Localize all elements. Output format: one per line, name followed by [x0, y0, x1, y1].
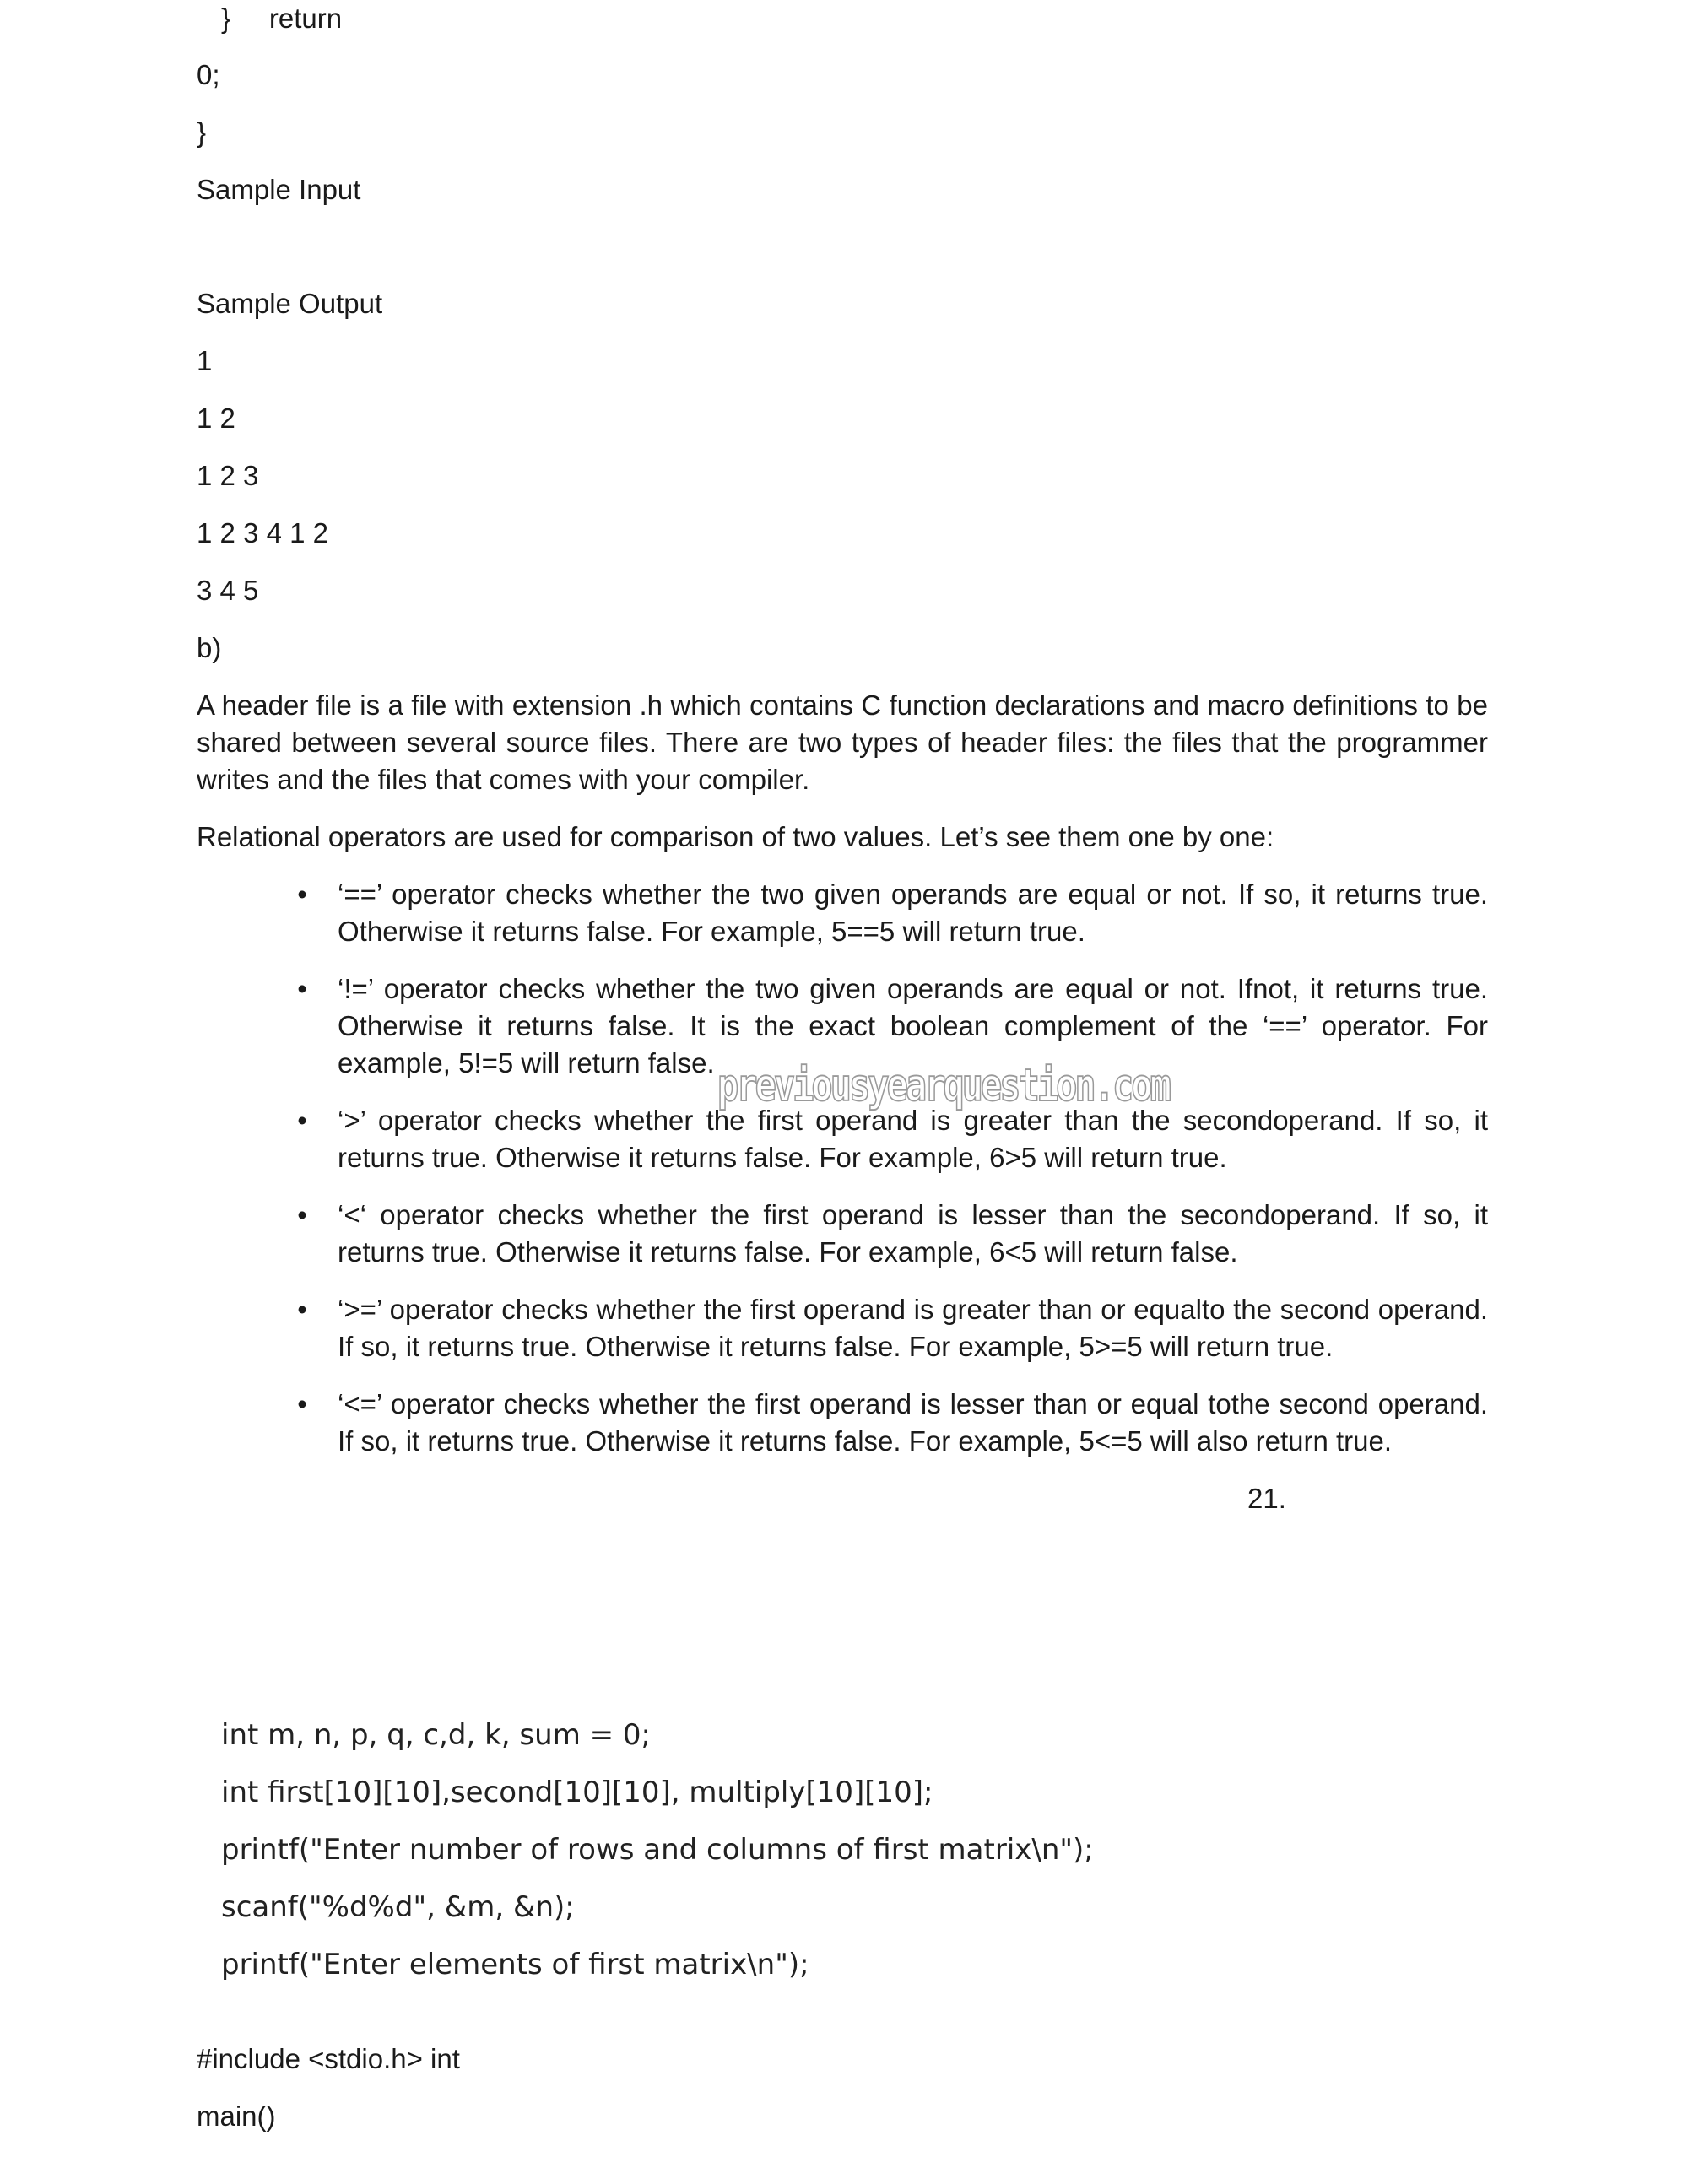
bullet-icon: •	[297, 1388, 307, 1419]
code-line: printf("Enter number of rows and columns of first matrix\n");	[221, 1833, 1094, 1867]
code-line: int m, n, p, q, c,d, k, sum = 0;	[221, 1718, 652, 1752]
sample-output-line: 1 2 3 4 1 2	[197, 517, 328, 549]
bullet-icon: •	[297, 878, 307, 910]
sample-output-heading: Sample Output	[197, 288, 383, 319]
page-number: 21.	[1247, 1483, 1286, 1514]
relational-operators-intro: Relational operators are used for comparison of two values. Let’s see them one by one:	[197, 821, 1274, 852]
return-statement-line: } return	[221, 3, 343, 34]
sample-output-line: 1	[197, 345, 213, 376]
list-item-equal-operator	[197, 876, 1488, 950]
list-item-text: ‘<=’ operator checks whether the first operand is lesser than or equal tothe second operand. If so, it returns true. Otherwise it returns false. For example, 5<=5 will also return true.	[338, 1388, 1488, 1457]
list-item-less-operator	[197, 1197, 1488, 1271]
list-item-greater-equal-operator	[197, 1291, 1488, 1365]
sample-output-line: 1 2	[197, 403, 235, 434]
list-item-less-equal-operator	[197, 1386, 1488, 1460]
list-item-text: ‘!=’ operator checks whether the two given operands are equal or not. Ifnot, it returns true. Otherwise it returns false. It is the exact boolean complement of the ‘==’ operator. For example, 5!=5 will return false.	[338, 973, 1488, 1078]
include-line: #include <stdio.h> int	[197, 2043, 460, 2074]
part-b-label: b)	[197, 632, 222, 663]
code-line: scanf("%d%d", &m, &n);	[221, 1890, 575, 1924]
closing-brace-line: }	[197, 116, 207, 148]
bullet-icon: •	[297, 973, 307, 1004]
bullet-icon: •	[297, 1199, 307, 1230]
sample-input-heading: Sample Input	[197, 174, 361, 205]
return-value-line: 0;	[197, 59, 220, 90]
list-item-text: ‘<‘ operator checks whether the first operand is lesser than the secondoperand. If so, it returns true. Otherwise it returns false. For example, 6<5 will return false.	[338, 1199, 1488, 1268]
sample-output-line: 3 4 5	[197, 575, 259, 606]
header-file-paragraph: A header file is a file with extension .h which contains C function declarations and macro definitions to be shared between several source files. There are two types of header files: the files that the programmer writes and the files that comes with your compiler.	[197, 689, 1488, 795]
code-line: int first[10][10],second[10][10], multiply[10][10];	[221, 1776, 933, 1809]
main-line: main()	[197, 2100, 276, 2132]
code-line: printf("Enter elements of first matrix\n");	[221, 1948, 809, 1981]
list-item-text: ‘>=’ operator checks whether the first operand is greater than or equalto the second operand. If so, it returns true. Otherwise it returns false. For example, 5>=5 will return true.	[338, 1294, 1488, 1362]
list-item-text: ‘==’ operator checks whether the two given operands are equal or not. If so, it returns true. Otherwise it returns false. For example, 5==5 will return true.	[338, 878, 1488, 947]
bullet-icon: •	[297, 1105, 307, 1136]
watermark-logo: previousyearquestion.com	[717, 1059, 1169, 1111]
sample-output-line: 1 2 3	[197, 460, 259, 491]
list-item-greater-operator	[197, 1102, 1488, 1176]
list-item-text: ‘>’ operator checks whether the first operand is greater than the secondoperand. If so, it returns true. Otherwise it returns false. For example, 6>5 will return true.	[338, 1105, 1488, 1173]
bullet-icon: •	[297, 1294, 307, 1325]
